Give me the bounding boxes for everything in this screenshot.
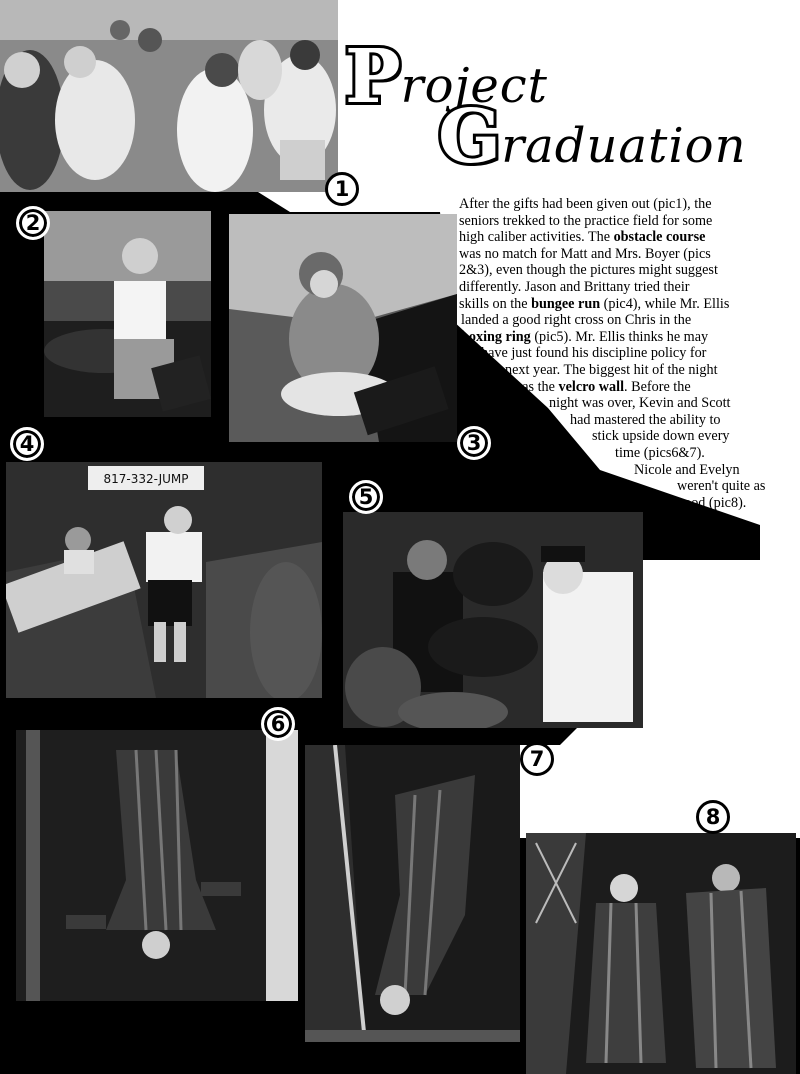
badge-pic-1: 1 — [325, 172, 359, 206]
caption-line — [459, 279, 689, 296]
caption-line — [549, 395, 730, 412]
badge-pic-5: 5 — [349, 480, 383, 514]
caption-text-run: was no match for Matt and Mrs. Boyer (pics — [459, 245, 711, 262]
photo-8-nicole-and-evelyn — [526, 833, 796, 1074]
caption-line — [677, 478, 765, 495]
badge-pic-2: 2 — [16, 206, 50, 240]
photo-7-scott-upside-down — [305, 745, 520, 1042]
photo-4-bungee-run — [6, 462, 322, 698]
caption-line — [459, 296, 729, 313]
caption-text-run: had mastered the ability to — [570, 411, 721, 428]
caption-activity-name: bungee run — [531, 295, 601, 312]
caption-line — [592, 428, 730, 445]
caption-activity-name: velcro wall — [558, 378, 625, 395]
caption-text-run: . Before the — [624, 378, 691, 395]
pic4-banner-text: 817-332-JUMP — [103, 472, 189, 486]
caption-line — [459, 262, 718, 279]
caption-line — [481, 345, 706, 362]
caption-text-run: stick upside down every — [592, 428, 730, 445]
title-drop-cap-p: P — [345, 34, 401, 120]
badge-pic-7: 7 — [520, 742, 554, 776]
badge-pic-6: 6 — [261, 707, 295, 741]
caption-line — [505, 362, 718, 379]
caption-line — [512, 379, 691, 396]
badge-pic-4: 4 — [10, 427, 44, 461]
caption-text-run: good (pic8). — [677, 494, 747, 511]
caption-text-run: differently. Jason and Brittany tried their — [459, 279, 690, 295]
caption-line — [459, 229, 705, 246]
caption-line — [634, 462, 740, 479]
caption-line — [615, 445, 705, 462]
photo-3-mrs-boyer-obstacle-course — [229, 214, 457, 442]
caption-text-run: high caliber activities. The — [459, 229, 614, 246]
caption-text-run: was the — [512, 378, 559, 395]
title-word-project: roject — [400, 58, 548, 114]
title-drop-cap-g: G — [438, 94, 502, 180]
photo-5-boxing-ring — [343, 512, 643, 728]
photo-2-matt-obstacle-course — [44, 211, 211, 417]
caption-line — [461, 329, 708, 346]
photo-6-kevin-upside-down — [16, 730, 298, 1001]
badge-pic-3: 3 — [457, 426, 491, 460]
badge-pic-8: 8 — [696, 800, 730, 834]
caption-line — [461, 312, 691, 329]
photo-1-seniors-seated — [0, 0, 338, 192]
caption-text-run: weren't quite as — [677, 478, 766, 495]
caption-text-run: landed a good right cross on Chris in the — [461, 312, 692, 329]
caption-line — [677, 495, 746, 512]
caption-line — [459, 213, 712, 230]
caption-activity-name: obstacle course — [613, 229, 706, 246]
title-word-graduation: raduation — [501, 118, 747, 174]
caption-text-run: (pic5). Mr. Ellis thinks he may — [530, 328, 709, 345]
caption-text-run: Nicole and Evelyn — [634, 461, 740, 478]
caption-text-run: skills on the — [459, 295, 532, 312]
caption-text-run: 2&3), even though the pictures might suggest — [459, 262, 718, 279]
caption-text-run: seniors trekked to the practice field for some — [459, 212, 713, 229]
caption-text-run: (pic4), while Mr. Ellis — [600, 295, 730, 312]
caption-activity-name: boxing ring — [461, 328, 531, 345]
caption-text-run: next year. The biggest hit of the night — [505, 362, 718, 378]
caption-text-run: After the gifts had been given out (pic1), the — [459, 196, 712, 212]
caption-line — [570, 412, 721, 429]
caption-line — [459, 196, 712, 213]
caption-text-run: have just found his discipline policy for — [481, 345, 707, 362]
caption-text-run: time (pics6&7). — [615, 445, 705, 461]
title-line-2 — [438, 94, 747, 180]
caption-line — [459, 246, 711, 263]
caption-text-run: night was over, Kevin and Scott — [549, 395, 731, 412]
